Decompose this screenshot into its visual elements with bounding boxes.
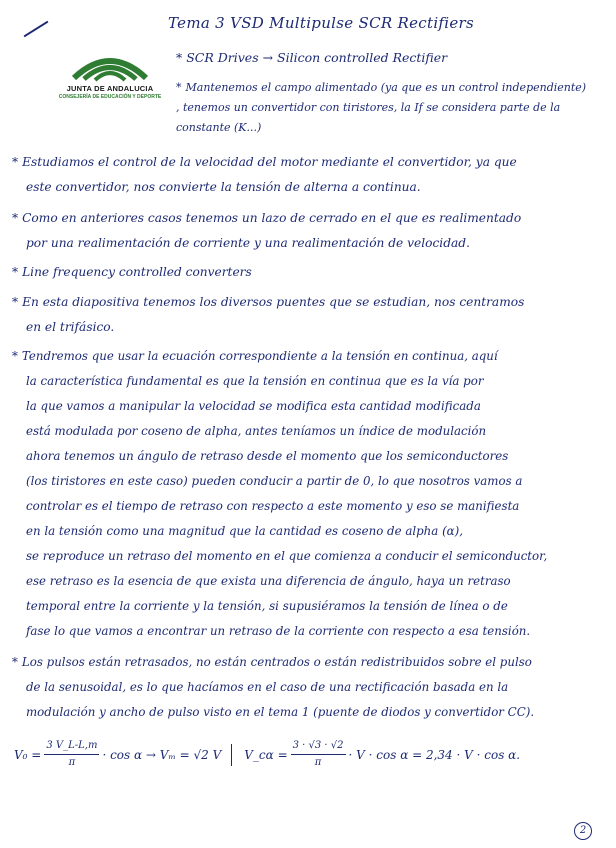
note-line: por una realimentación de corriente y una realimentación de velocidad. <box>26 236 470 250</box>
page-number: 2 <box>574 822 592 840</box>
note-line: en la tensión como una magnitud que la cantidad es coseno de alpha (α), <box>26 524 463 538</box>
note-dc-voltage <box>12 344 610 644</box>
bullet-marker: * <box>12 211 19 225</box>
note-line: de la senusoidal, es lo que hacíamos en el caso de una rectificación basada en la <box>26 680 509 694</box>
fraction-denominator: π <box>68 757 76 768</box>
fraction-numerator: 3 V_L-L,m <box>44 738 99 755</box>
note-line-frequency <box>12 260 607 285</box>
note-speed-control <box>12 150 607 200</box>
note-line: en el trifásico. <box>26 320 115 334</box>
note-line: (los tiristores en este caso) pueden conducir a partir de 0, lo que nosotros vamos a <box>26 474 523 488</box>
note-line: En esta diapositiva tenemos los diversos puentes que se estudian, nos centramos <box>22 295 525 309</box>
note-line: la que vamos a manipular la velocidad se modifica esta cantidad modificada <box>26 399 481 413</box>
note-line: Mantenemos el campo alimentado (ya que es un control independiente) <box>185 81 587 94</box>
note-line: controlar es el tiempo de retraso con respecto a este momento y eso se manifiesta <box>26 499 520 513</box>
note-line: Como en anteriores casos tenemos un lazo de cerrado en el que es realimentado <box>22 211 522 225</box>
note-line: este convertidor, nos convierte la tensión de alterna a continua. <box>26 180 421 194</box>
page-subtitle: * SCR Drives → Silicon controlled Rectifier <box>176 50 448 65</box>
bullet-marker: * <box>12 655 18 669</box>
note-line: se reproduce un retraso del momento en el que comienza a conducir el semiconductor, <box>26 549 548 563</box>
bullet-marker: * <box>12 349 18 363</box>
note-line: Line frequency controlled converters <box>22 265 252 279</box>
formula-right-prefix: V_cα = <box>244 747 288 762</box>
note-bridges <box>12 290 607 340</box>
note-line: Estudiamos el control de la velocidad del motor mediante el convertidor, ya que <box>22 155 517 169</box>
junta-andalucia-logo <box>50 48 170 100</box>
bullet-marker: * <box>176 81 182 94</box>
note-line: ese retraso es la esencia de que exista una diferencia de ángulo, haya un retraso <box>26 574 511 588</box>
note-line: temporal entre la corriente y la tensión, si supusiéramos la tensión de línea o de <box>26 599 508 613</box>
voltage-formula <box>14 738 604 771</box>
logo-subtitle: CONSEJERÍA DE EDUCACIÓN Y DEPORTE <box>58 94 162 100</box>
note-field-fed <box>176 78 606 138</box>
page-title: Tema 3 VSD Multipulse SCR Rectifiers <box>168 14 475 32</box>
note-line: la característica fundamental es que la tensión en continua que es la vía por <box>26 374 484 388</box>
note-pulses <box>12 650 610 725</box>
bullet-marker: * <box>12 155 19 169</box>
bullet-marker: * <box>12 295 19 309</box>
formula-divider <box>231 744 232 766</box>
note-line: fase lo que vamos a encontrar un retraso de la corriente con respecto a esa tensión. <box>26 624 531 638</box>
note-line: Los pulsos están retrasados, no están centrados o están redistribuidos sobre el pulso <box>21 655 532 669</box>
note-line: modulación y ancho de pulso visto en el tema 1 (puente de diodos y convertidor CC). <box>26 705 535 719</box>
fraction-denominator: π <box>314 757 322 768</box>
note-line: ahora tenemos un ángulo de retraso desde el momento que los semiconductores <box>26 449 509 463</box>
note-line: está modulada por coseno de alpha, antes teníamos un índice de modulación <box>26 424 487 438</box>
formula-left-suffix: · cos α → Vₘ = √2 V <box>102 747 222 762</box>
logo-name: JUNTA DE ANDALUCIA <box>66 84 154 93</box>
bullet-marker: * <box>12 265 19 279</box>
formula-left-prefix: V₀ = <box>14 747 42 762</box>
note-line: constante (K...) <box>176 121 262 134</box>
fraction-numerator: 3 · √3 · √2 <box>291 738 346 755</box>
logo-arches-icon <box>68 48 152 82</box>
formula-right-fraction <box>291 738 346 771</box>
formula-right-suffix: · V · cos α = 2,34 · V · cos α. <box>348 747 521 762</box>
note-line: , tenemos un convertidor con tiristores, la If se considera parte de la <box>176 101 561 114</box>
formula-left-fraction <box>44 738 99 771</box>
note-line: Tendremos que usar la ecuación correspondiente a la tensión en continua, aquí <box>21 349 498 363</box>
pen-stroke <box>24 21 49 38</box>
note-feedback-loop <box>12 206 607 256</box>
